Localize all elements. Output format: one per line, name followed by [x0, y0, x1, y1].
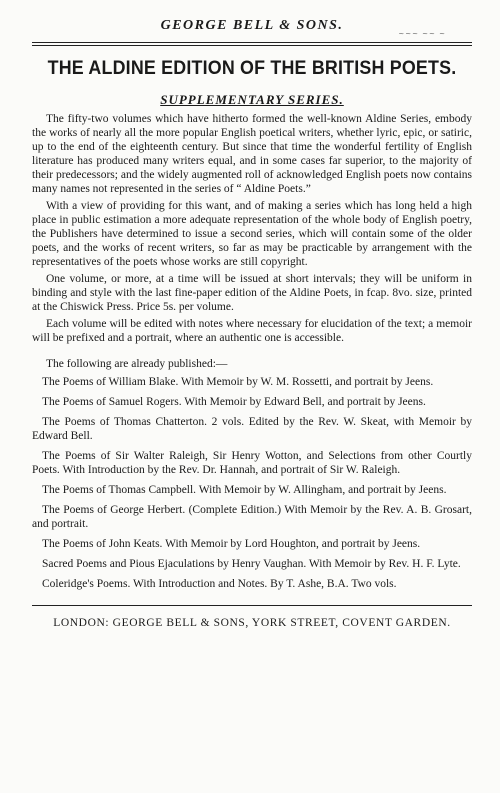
list-item: The Poems of George Herbert. (Complete Edition.) With Memoir by the Rev. A. B. Grosart, and portrait. — [32, 504, 472, 530]
list-item: The Poems of Samuel Rogers. With Memoir by Edward Bell, and portrait by Jeens. — [42, 396, 426, 408]
footer-rule — [32, 605, 472, 606]
list-item: The Poems of John Keats. With Memoir by Lord Houghton, and portrait by Jeens. — [42, 538, 421, 550]
corner-mark: ~~~ ~~ ~ — [398, 30, 446, 38]
paragraph: One volume, or more, at a time will be issued at short intervals; they will be uniform in binding and style with the last fine-paper edition of the Aldine Poets, in fcap. 8vo. size, printed at the Chiswick Press. Price 5s. per volume. — [32, 273, 472, 313]
published-list — [32, 375, 472, 591]
paragraph: With a view of providing for this want, and of making a series which has long held a high place in public estimation a more adequate representation of the whole body of English poetry, the Publishers have determined to issue a second series, which will contain some of the older poets, and the works of recent writers, so far as may be practicable by arrangement with the representatives of the poets whose works are still copyright. — [32, 200, 472, 268]
published-intro: The following are already published:— — [46, 358, 228, 370]
publisher-header: GEORGE BELL & SONS. — [160, 18, 344, 33]
publisher-imprint: LONDON: GEORGE BELL & SONS, YORK STREET, COVENT GARDEN. — [53, 617, 451, 629]
list-item: Coleridge's Poems. With Introduction and Notes. By T. Ashe, B.A. Two vols. — [42, 578, 397, 590]
header-rule-inner — [32, 45, 472, 46]
paragraph: The fifty-two volumes which have hitherto formed the well-known Aldine Series, embody the works of nearly all the more popular English poetical writers, whether lyric, epic, or satiric, up to the end of the eighteenth century. But since that time the wonderful fertility of English literature has produced many writers equal, and in some cases far superior, to the majority of their predecessors; and the widely augmented roll of acknowledged English poets now contains many names not represented in the series of “ Aldine Poets.” — [32, 113, 472, 195]
list-item: The Poems of Thomas Chatterton. 2 vols. Edited by the Rev. W. Skeat, with Memoir by Edward Bell. — [32, 416, 472, 442]
list-item: The Poems of Thomas Campbell. With Memoir by W. Allingham, and portrait by Jeens. — [42, 484, 447, 496]
list-item: The Poems of Sir Walter Raleigh, Sir Henry Wotton, and Selections from other Courtly Poets. With Introduction by the Rev. Dr. Hannah, and portrait of Sir W. Raleigh. — [32, 450, 472, 476]
paragraph: Each volume will be edited with notes where necessary for elucidation of the text; a memoir will be prefixed and a portrait, where an authentic one is accessible. — [32, 318, 472, 344]
list-item: Sacred Poems and Pious Ejaculations by Henry Vaughan. With Memoir by Rev. H. F. Lyte. — [42, 558, 461, 570]
series-subtitle: SUPPLEMENTARY SERIES. — [160, 92, 344, 107]
header-rule — [32, 42, 472, 43]
list-item: The Poems of William Blake. With Memoir by W. M. Rossetti, and portrait by Jeens. — [42, 376, 434, 388]
page-title: THE ALDINE EDITION OF THE BRITISH POETS. — [47, 58, 457, 79]
description-body — [32, 112, 472, 371]
